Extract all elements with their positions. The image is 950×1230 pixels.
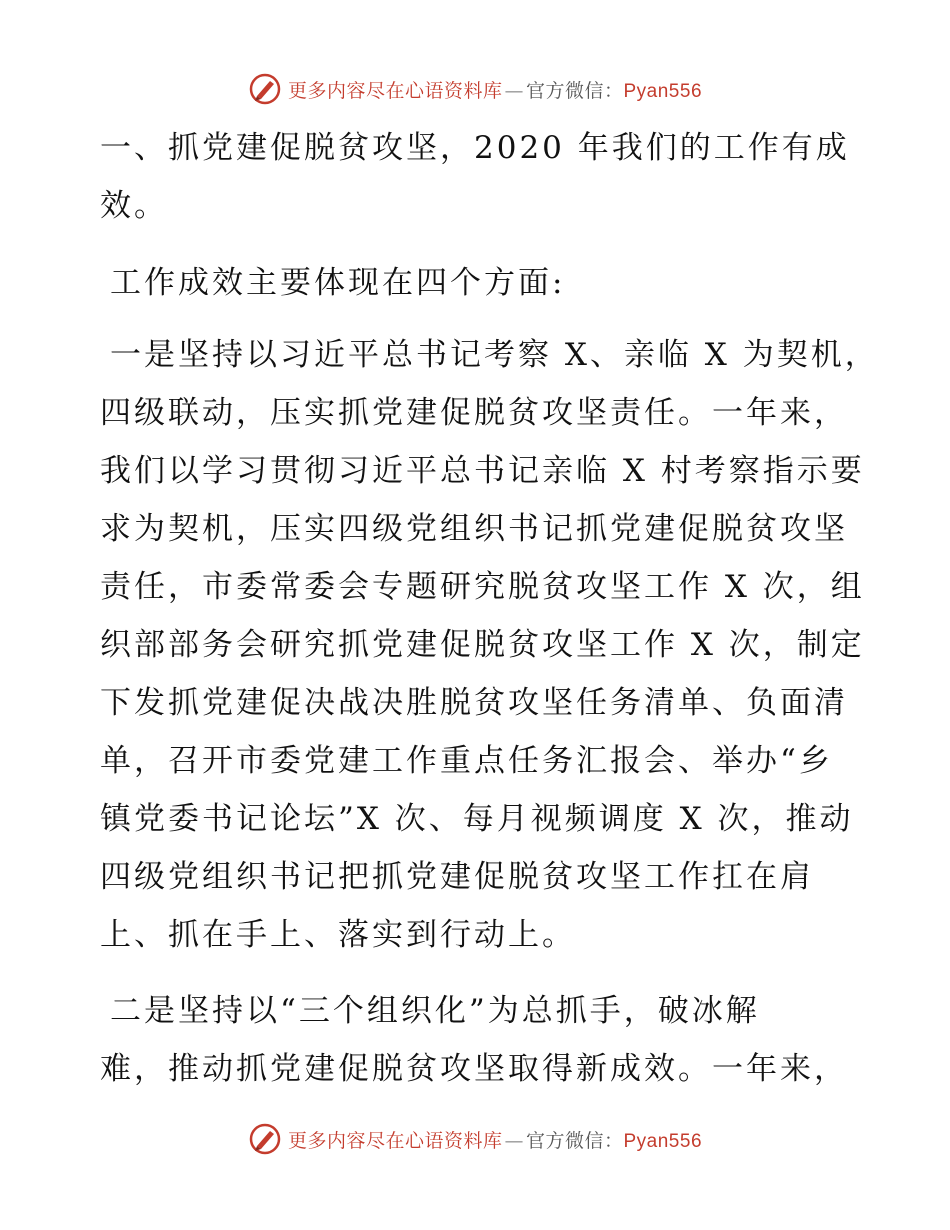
pen-logo-icon: [248, 1122, 282, 1156]
point1-line-9: 镇党委书记论坛”X 次、每月视频调度 X 次，推动: [100, 801, 854, 837]
point1-line-10: 四级党组织书记把抓党建促脱贫攻坚工作扛在肩: [100, 859, 814, 895]
point1-line-2: 四级联动，压实抓党建促脱贫攻坚责任。一年来，: [100, 395, 848, 431]
heading-line-2: 效。: [100, 188, 168, 224]
point1-line-4: 求为契机，压实四级党组织书记抓党建促脱贫攻坚: [100, 511, 848, 547]
watermark-text: 更多内容尽在心语资料库 — 官方微信：Pyan556: [287, 79, 703, 102]
intro-line: 工作成效主要体现在四个方面:: [110, 265, 566, 301]
point1-line-1: 一是坚持以习近平总书记考察 X、亲临 X 为契机，: [110, 337, 879, 373]
heading-line-1: 一、抓党建促脱贫攻坚，2020 年我们的工作有成: [100, 130, 850, 166]
point1-line-8: 单，召开市委党建工作重点任务汇报会、举办“乡: [100, 743, 833, 779]
point2-line-2: 难，推动抓党建促脱贫攻坚取得新成效。一年来，: [100, 1051, 848, 1087]
point1-line-6: 织部部务会研究抓党建促脱贫攻坚工作 X 次，制定: [100, 627, 865, 663]
point2-line-1: 二是坚持以“三个组织化”为总抓手，破冰解: [110, 993, 760, 1029]
pen-logo-icon: [248, 72, 282, 106]
point1-line-3: 我们以学习贯彻习近平总书记亲临 X 村考察指示要: [100, 453, 865, 489]
watermark-text: 更多内容尽在心语资料库 — 官方微信：Pyan556: [287, 1129, 703, 1152]
footer-watermark: [0, 1122, 950, 1156]
header-watermark: [0, 72, 950, 106]
point1-line-11: 上、抓在手上、落实到行动上。: [100, 917, 576, 953]
point1-line-5: 责任，市委常委会专题研究脱贫攻坚工作 X 次，组: [100, 569, 865, 605]
point1-line-7: 下发抓党建促决战决胜脱贫攻坚任务清单、负面清: [100, 685, 848, 721]
